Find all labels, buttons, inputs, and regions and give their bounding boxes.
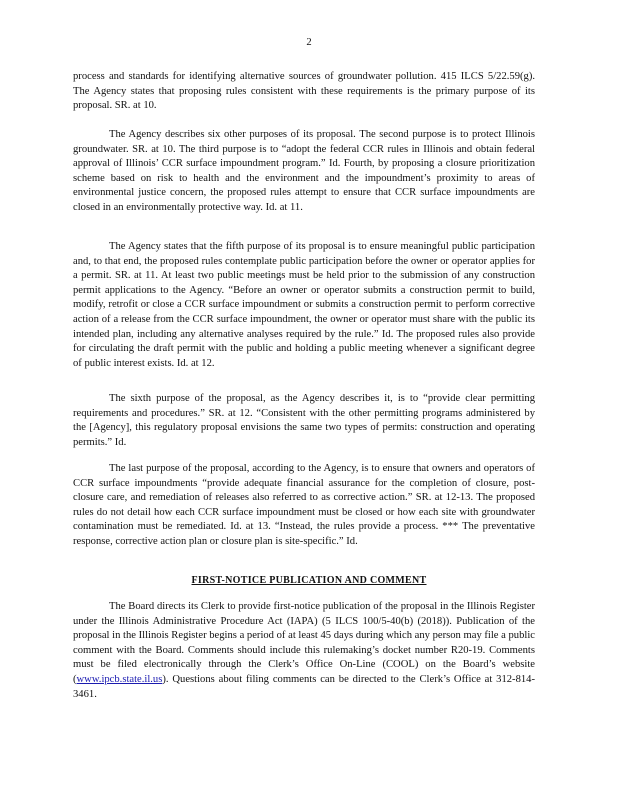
paragraph-continuation: process and standards for identifying alternative sources of groundwater pollution. 415 ILCS 5/22.59(g). The Agency states that proposing rules consistent with these requirements is the primary purpose of its proposal. SR. at 10. (73, 71, 535, 112)
section-heading: FIRST-NOTICE PUBLICATION AND COMMENT (191, 575, 427, 586)
page-number: 2 (306, 37, 312, 48)
board-website-link[interactable]: www.ipcb.state.il.us (76, 673, 163, 685)
paragraph-last-purpose: The last purpose of the proposal, according to the Agency, is to ensure that owners and operators of CCR surface impoundments “provide adequate financial assurance for the completion of closure, post-closure care, and remediation of releases also referred to as corrective action.” SR. at 12-13. The proposed rules do not detail how each CCR surface impoundment must be closed or how each site with groundwater contamination must be remediated. Id. at 13. “Instead, the rules provide a process. *** The preventative response, corrective action plan or closure plan is site-specific.” Id. (73, 463, 535, 547)
paragraph-fifth-purpose: The Agency states that the fifth purpose of its proposal is to ensure meaningful public participation and, to that end, the proposed rules contemplate public participation before the owner or operator applies for a permit. SR. at 11. At least two public meetings must be held prior to the submission of any construction permit applications to the Agency. “Before an owner or operator submits a construction permit to build, modify, retrofit or close a CCR surface impoundment or submits a construction permit to perform corrective action of a release from the CCR surface impoundment, the owner or operator must share with the public its intended plan, including any alternative analyses required by the rule.” Id. The proposed rules also provide for circulating the draft permit with the public and holding a public meeting whenever a significant degree of public interest exists. Id. at 12. (73, 241, 535, 369)
paragraph-sixth-purpose: The sixth purpose of the proposal, as the Agency describes it, is to “provide clear permitting requirements and procedures.” SR. at 12. “Consistent with the other permitting programs administered by the [Agency], this regulatory proposal envisions the same two types of permits: construction and operating permits.” Id. (73, 393, 535, 448)
paragraph-publication: The Board directs its Clerk to provide first-notice publication of the proposal in the Illinois Register under the Illinois Administrative Procedure Act (IAPA) (5 ILCS 100/5-40(b) (2018)). Publication of the proposal in the Illinois Register begins a period of at least 45 days during which any person may file a public comment with the Board. Comments should include this rulemaking’s docket number R20-19. Comments must be filed electronically through the Clerk’s Office On-Line (COOL) on the Board’s website (www.ipcb.state.il.us). Questions about filing comments can be directed to the Clerk’s Office at 312-814-3461. (73, 601, 535, 700)
paragraph-other-purposes: The Agency describes six other purposes of its proposal. The second purpose is to protect Illinois groundwater. SR. at 10. The third purpose is to “adopt the federal CCR rules in Illinois and obtain federal approval of Illinois’ CCR surface impoundment program.” Id. Fourth, by proposing a closure prioritization scheme based on risk to health and the environment and the impoundment’s proximity to areas of environmental justice concern, the proposed rules attempt to ensure that CCR surface impoundments are closed in an environmentally protective way. Id. at 11. (73, 129, 535, 213)
